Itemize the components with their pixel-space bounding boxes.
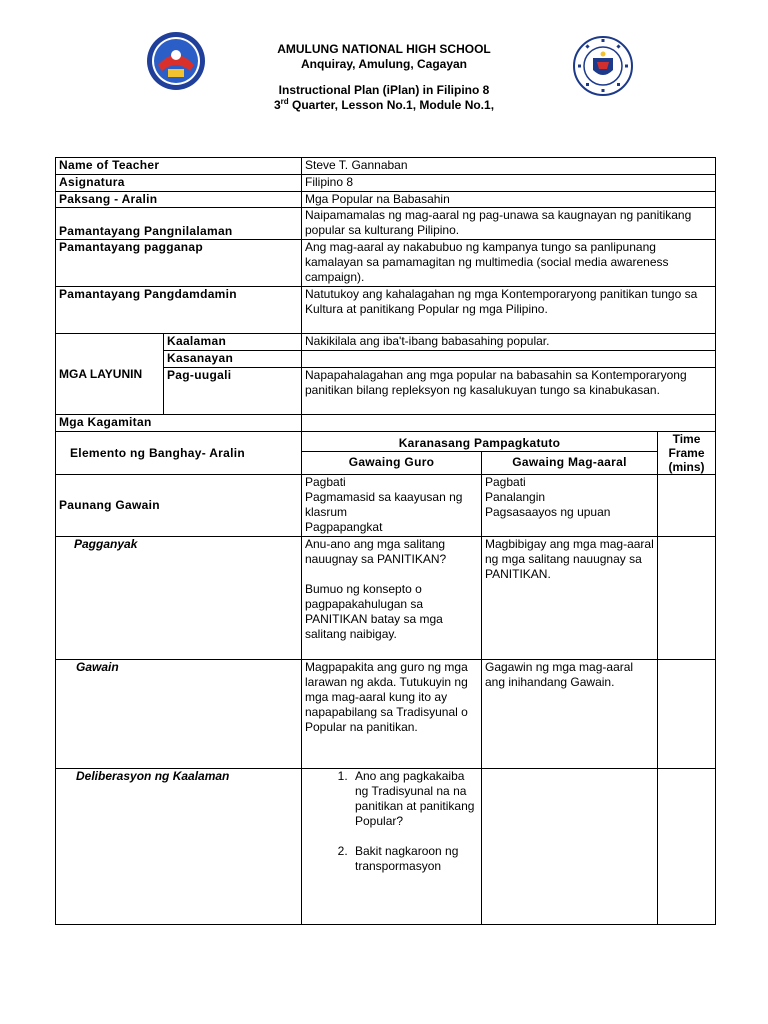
iplan-table — [55, 157, 716, 925]
time-gawain — [658, 660, 716, 769]
teacher-activity-header: Gawaing Guro — [302, 451, 482, 474]
content-standard-row — [56, 208, 716, 240]
teacher-label: Name of Teacher — [56, 158, 302, 175]
deliberation-question: 2. Bakit nagkaroon ng transpormasyon — [351, 844, 478, 874]
plan-title: Instructional Plan (iPlan) in Filipino 8 — [278, 83, 490, 97]
teacher-activity-deliberasyon — [302, 769, 482, 925]
school-logo-icon — [146, 31, 206, 91]
plan-row-gawain — [56, 660, 716, 769]
knowledge-value: Nakikilala ang iba't-ibang babasahing popular. — [302, 334, 716, 351]
affective-standard-label: Pamantayang Pangdamdamin — [56, 287, 302, 334]
performance-standard-row — [56, 240, 716, 287]
element-header: Elemento ng Banghay- Aralin — [56, 432, 302, 475]
experience-header: Karanasang Pampagkatuto — [302, 432, 658, 452]
objective-knowledge-row — [56, 334, 716, 351]
affective-standard-row — [56, 287, 716, 334]
topic-value: Mga Popular na Babasahin — [302, 192, 716, 208]
student-activity-header: Gawaing Mag-aaral — [482, 451, 658, 474]
plan-row-pagganyak — [56, 537, 716, 660]
attitude-value: Napapahalagahan ang mga popular na babasahin sa Kontemporaryong panitikan bilang repleksyon ng kasalukuyan tungo sa kinabukasan. — [302, 368, 716, 415]
teacher-activity-pagganyak: Anu-ano ang mga salitang nauugnay sa PANITIKAN? Bumuo ng konsepto o pagpapakahulugan sa PANITIKAN batay sa mga salitang naibigay. — [302, 537, 482, 660]
performance-standard-label: Pamantayang pagganap — [56, 240, 302, 287]
element-deliberasyon: Deliberasyon ng Kaalaman — [56, 769, 302, 925]
student-activity-pagganyak: Magbibigay ang mga mag-aaral ng mga salitang nauugnay sa PANITIKAN. — [482, 537, 658, 660]
deliberation-question: 1. Ano ang pagkakaiba ng Tradisyunal na na panitikan at panitikang Popular? — [351, 769, 478, 829]
content-standard-value: Naipamamalas ng mag-aaral ng pag-unawa sa kaugnayan ng panitikang popular sa kulturang Pilipino. — [302, 208, 716, 240]
plan-header-row-1 — [56, 432, 716, 452]
teacher-activity-gawain: Magpapakita ang guro ng mga larawan ng akda. Tutukuyin ng mga mag-aaral kung ito ay napapabilang sa Tradisyunal o Popular na panitikan. — [302, 660, 482, 769]
subject-label: Asignatura — [56, 175, 302, 192]
time-deliberasyon — [658, 769, 716, 925]
school-name: AMULUNG NATIONAL HIGH SCHOOL — [277, 42, 491, 56]
performance-standard-value: Ang mag-aaral ay nakabubuo ng kampanya tungo sa panlipunang kamalayan sa pamamagitan ng multimedia (social media awareness campaign). — [302, 240, 716, 287]
materials-row — [56, 415, 716, 432]
objectives-label: MGA LAYUNIN — [56, 334, 164, 415]
subject-row — [56, 175, 716, 192]
school-address: Anquiray, Amulung, Cagayan — [300, 57, 468, 71]
student-activity-paunang-gawain: Pagbati Panalangin Pagsasaayos ng upuan — [482, 475, 658, 537]
skills-value — [302, 351, 716, 368]
student-activity-deliberasyon — [482, 769, 658, 925]
teacher-activity-paunang-gawain: Pagbati Pagmamasid sa kaayusan ng klasrum Pagpapangkat — [302, 475, 482, 537]
student-activity-gawain: Gagawin ng mga mag-aaral ang inihandang Gawain. — [482, 660, 658, 769]
element-pagganyak: Pagganyak — [56, 537, 302, 660]
attitude-label: Pag-uugali — [164, 368, 302, 415]
topic-label: Paksang - Aralin — [56, 192, 302, 208]
time-paunang-gawain — [658, 475, 716, 537]
time-pagganyak — [658, 537, 716, 660]
materials-value — [302, 415, 716, 432]
content-standard-label: Pamantayang Pangnilalaman — [56, 208, 302, 240]
element-gawain: Gawain — [56, 660, 302, 769]
teacher-value: Steve T. Gannaban — [302, 158, 716, 175]
teacher-row — [56, 158, 716, 175]
knowledge-label: Kaalaman — [164, 334, 302, 351]
document-header — [0, 0, 768, 150]
plan-row-paunang-gawain — [56, 475, 716, 537]
deliberation-question-list — [305, 769, 478, 874]
materials-label: Mga Kagamitan — [56, 415, 302, 432]
subject-value: Filipino 8 — [302, 175, 716, 192]
plan-row-deliberasyon — [56, 769, 716, 925]
time-frame-header: Time Frame (mins) — [658, 432, 716, 475]
affective-standard-value: Natutukoy ang kahalagahan ng mga Kontemporaryong panitikan tungo sa Kultura at panitikang Popular ng mga Pilipino. — [302, 287, 716, 334]
header-text — [200, 42, 568, 113]
deped-seal-icon — [573, 36, 633, 96]
skills-label: Kasanayan — [164, 351, 302, 368]
element-paunang-gawain: Paunang Gawain — [56, 475, 302, 537]
lesson-info: 3rd Quarter, Lesson No.1, Module No.1, — [273, 97, 495, 112]
topic-row — [56, 192, 716, 208]
